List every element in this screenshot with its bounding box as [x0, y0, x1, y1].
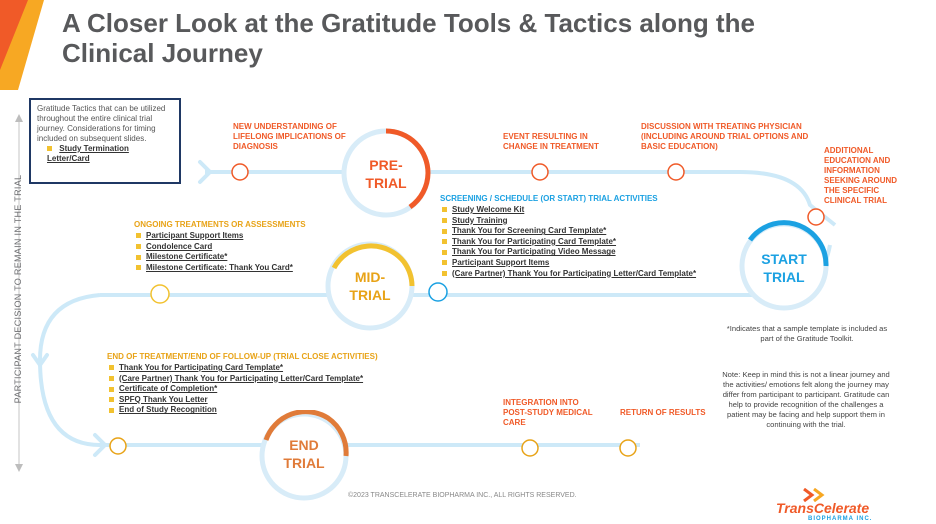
- info-text: Gratitude Tactics that can be utilized throughout the entire clinical trial journey. Considerations for timing included on subsequent slides.: [37, 104, 166, 143]
- list-item: SPFQ Thank You Letter: [109, 395, 363, 406]
- side-axis-label: PARTICIPANT DECISION TO REMAIN IN THE TRIAL: [13, 174, 23, 404]
- list-item: Milestone Certificate*: [136, 252, 293, 263]
- list-item: Participant Support Items: [136, 231, 293, 242]
- asterisk-note: *Indicates that a sample template is included as part of the Gratitude Toolkit.: [726, 324, 888, 343]
- list-item: End of Study Recognition: [109, 405, 363, 416]
- ongoing-heading: ONGOING TREATMENTS OR ASSESSMENTS: [134, 220, 306, 229]
- list-item: Milestone Certificate: Thank You Card*: [136, 263, 293, 274]
- info-link-item: [47, 144, 173, 164]
- end-activities-list: [109, 363, 363, 416]
- list-item: Thank You for Participating Video Message: [442, 247, 696, 258]
- page-title: A Closer Look at the Gratitude Tools & Tactics along the Clinical Journey: [62, 8, 755, 68]
- info-box: [29, 98, 181, 184]
- list-item: (Care Partner) Thank You for Participating Letter/Card Template*: [442, 269, 696, 280]
- nonlinear-note: Note: Keep in mind this is not a linear journey and the activities/ emotions felt along the journey may differ from participant to participant. Gratitude can help to provide recognition of the challenges a patient may be facing and help support them in continuing with the trial.: [722, 370, 890, 429]
- list-item: Thank You for Participating Card Template*: [442, 237, 696, 248]
- label-lifelong: NEW UNDERSTANDING OF LIFELONG IMPLICATIONS OF DIAGNOSIS: [233, 122, 346, 151]
- list-item: Study Training: [442, 216, 696, 227]
- list-item: Study Welcome Kit: [442, 205, 696, 216]
- list-item: Condolence Card: [136, 242, 293, 253]
- list-item: (Care Partner) Thank You for Participating Letter/Card Template*: [109, 374, 363, 385]
- end-activities-heading: END OF TREATMENT/END OF FOLLOW-UP (TRIAL CLOSE ACTIVITIES): [107, 352, 378, 361]
- logo-subtitle: BIOPHARMA INC.: [808, 516, 873, 522]
- screening-heading: SCREENING / SCHEDULE (OR START) TRIAL ACTIVITIES: [440, 194, 658, 203]
- list-item: Certificate of Completion*: [109, 384, 363, 395]
- list-item: Thank You for Screening Card Template*: [442, 226, 696, 237]
- list-item: Participant Support Items: [442, 258, 696, 269]
- copyright-footer: ©2023 TRANSCELERATE BIOPHARMA INC., ALL RIGHTS RESERVED.: [348, 492, 577, 499]
- transcelerate-logo: [776, 488, 916, 522]
- list-item: Thank You for Participating Card Template*: [109, 363, 363, 374]
- screening-list: [442, 205, 696, 279]
- label-event: EVENT RESULTING IN CHANGE IN TREATMENT: [503, 132, 599, 151]
- logo-name: TransCelerate: [776, 500, 870, 516]
- label-return: RETURN OF RESULTS: [620, 408, 706, 417]
- start-trial-label: START TRIAL: [761, 251, 807, 285]
- pre-trial-label: PRE- TRIAL: [365, 157, 407, 191]
- label-additional: ADDITIONAL EDUCATION AND INFORMATION SEEKING AROUND THE SPECIFIC CLINICAL TRIAL: [824, 146, 898, 205]
- label-integration: INTEGRATION INTO POST-STUDY MEDICAL CARE: [503, 398, 593, 427]
- ongoing-list: [136, 231, 293, 273]
- label-discussion: DISCUSSION WITH TREATING PHYSICIAN (INCLUDING AROUND TRIAL OPTIONS AND BASIC EDUCATION): [641, 122, 809, 151]
- end-trial-label: END TRIAL: [283, 437, 325, 471]
- mid-trial-label: MID- TRIAL: [349, 269, 391, 303]
- study-termination-link[interactable]: Study Termination Letter/Card: [47, 144, 129, 163]
